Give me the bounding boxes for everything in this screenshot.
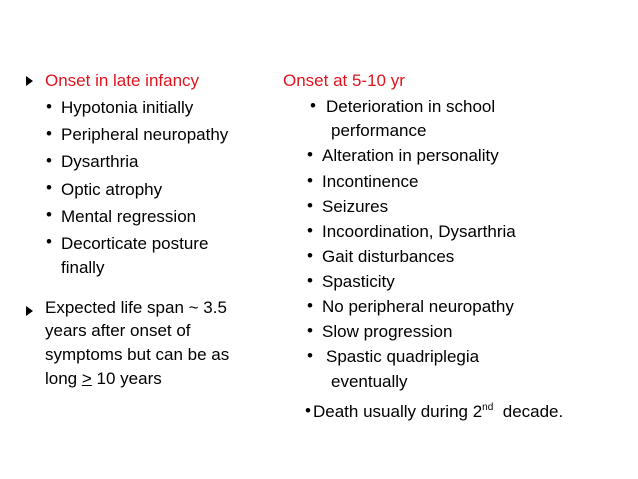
triangle-bullet-icon xyxy=(26,306,33,316)
right-item-seizures: Seizures xyxy=(322,197,389,216)
right-item-quadriplegia: Spastic quadriplegia xyxy=(326,347,480,366)
bullet-dot-icon: • xyxy=(46,97,52,116)
bullet-dot-icon: • xyxy=(307,196,313,215)
greater-equal-symbol: > xyxy=(81,369,92,388)
bullet-dot-icon: • xyxy=(307,271,313,290)
bullet-dot-icon: • xyxy=(305,401,311,420)
bullet-dot-icon: • xyxy=(307,346,313,365)
right-heading: Onset at 5-10 yr xyxy=(283,71,405,90)
triangle-bullet-icon xyxy=(26,76,33,86)
bullet-dot-icon: • xyxy=(307,221,313,240)
left-item-neuropathy: Peripheral neuropathy xyxy=(61,125,229,144)
right-item-deterioration-cont: performance xyxy=(331,121,427,140)
bullet-dot-icon: • xyxy=(307,171,313,190)
death-text-a: Death usually during 2 xyxy=(313,402,483,421)
left-item-dysarthria: Dysarthria xyxy=(61,152,139,171)
bullet-dot-icon: • xyxy=(307,321,313,340)
right-item-death xyxy=(313,402,563,422)
right-item-spasticity: Spasticity xyxy=(322,272,395,291)
bullet-dot-icon: • xyxy=(310,96,316,115)
life-span-line4-a: long xyxy=(45,369,82,388)
life-span-line3: symptoms but can be as xyxy=(45,345,230,364)
death-text-b: decade. xyxy=(493,402,564,421)
ordinal-superscript: nd xyxy=(482,402,494,413)
bullet-dot-icon: • xyxy=(46,205,52,224)
life-span-line4-b: 10 years xyxy=(91,369,162,388)
life-span-line2: years after onset of xyxy=(45,321,191,340)
right-item-slow-progression: Slow progression xyxy=(322,322,453,341)
right-item-personality: Alteration in personality xyxy=(322,146,499,165)
bullet-dot-icon: • xyxy=(307,296,313,315)
left-item-optic-atrophy: Optic atrophy xyxy=(61,180,163,199)
left-item-mental-regression: Mental regression xyxy=(61,207,197,226)
left-item-decorticate-cont: finally xyxy=(61,258,105,277)
right-item-incontinence: Incontinence xyxy=(322,172,419,191)
bullet-dot-icon: • xyxy=(307,246,313,265)
left-item-hypotonia: Hypotonia initially xyxy=(61,98,194,117)
life-span-line1: Expected life span ~ 3.5 xyxy=(45,298,227,317)
bullet-dot-icon: • xyxy=(46,124,52,143)
left-item-decorticate: Decorticate posture xyxy=(61,234,209,253)
bullet-dot-icon: • xyxy=(46,178,52,197)
right-item-quadriplegia-cont: eventually xyxy=(331,372,408,391)
right-item-gait: Gait disturbances xyxy=(322,247,455,266)
right-item-deterioration: Deterioration in school xyxy=(326,97,496,116)
bullet-dot-icon: • xyxy=(46,232,52,251)
bullet-dot-icon: • xyxy=(46,151,52,170)
left-heading: Onset in late infancy xyxy=(45,71,200,90)
bullet-dot-icon: • xyxy=(307,145,313,164)
right-item-no-neuropathy: No peripheral neuropathy xyxy=(322,297,514,316)
right-item-incoordination: Incoordination, Dysarthria xyxy=(322,222,516,241)
life-span-line4 xyxy=(45,369,162,389)
